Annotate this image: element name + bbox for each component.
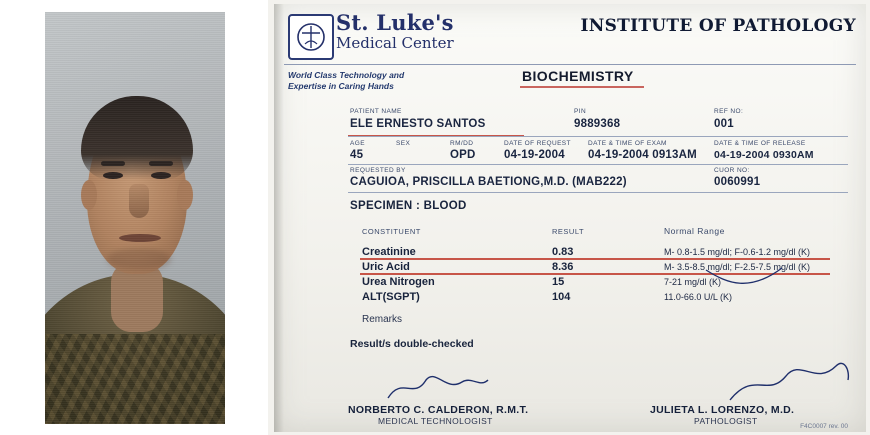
clinic-tagline-line2: Expertise in Caring Hands [288,81,394,92]
st-lukes-logo-icon [288,14,334,60]
row-alt-sgpt-range: 11.0-66.0 U/L (K) [664,292,733,302]
row-creatinine-result: 0.83 [552,246,574,258]
row-uric-acid-range: M- 3.5-8.5 mg/dl; F-2.5-7.5 mg/dl (K) [664,262,811,272]
row-alt-sgpt-result: 104 [552,291,571,303]
portrait-pane [0,0,268,435]
patient-row-divider [348,136,848,137]
photo-ear-left [81,180,97,210]
exam-row-divider [348,164,848,165]
row-uric-acid-result: 8.36 [552,261,574,273]
clinic-tagline-line1: World Class Technology and [288,70,405,80]
specimen-line: SPECIMEN : BLOOD [350,200,467,212]
table-header-normal-range: Normal Range [664,226,725,236]
label-patient-name: PATIENT NAME [350,108,402,115]
label-sex: SEX [396,140,411,147]
photo-nose [129,184,149,218]
label-rmdd: RM/DD [450,140,474,147]
value-rmdd: OPD [450,149,476,161]
signature-pathologist [724,360,854,406]
row-urea-nitrogen-result: 15 [552,276,565,288]
clinic-brand [336,12,454,52]
scan-edge-shadow [274,4,284,432]
value-date-time-of-exam: 04-19-2004 0913AM [588,149,697,161]
label-date-time-of-release: DATE & TIME OF RELEASE [714,140,806,147]
portrait-photo [45,12,225,424]
value-patient-name: ELE ERNESTO SANTOS [350,118,486,130]
institute-title: INSTITUTE OF PATHOLOGY [580,16,856,36]
value-age: 45 [350,149,364,161]
label-requested-by: REQUESTED BY [350,167,406,174]
section-title-red-underline [520,86,644,88]
label-date-of-request: DATE OF REQUEST [504,140,571,147]
photo-chin-shadow [107,248,171,270]
row-uric-acid-constituent: Uric Acid [362,261,410,273]
value-date-of-request: 04-19-2004 [504,149,565,161]
value-requested-by: CAGUIOA, PRISCILLA BAETIONG,M.D. (MAB222) [350,176,627,188]
photo-brow-right [149,161,173,166]
uric-acid-red-line-bottom [360,273,830,275]
table-header-result: RESULT [552,227,585,236]
table-header-constituent: CONSTITUENT [362,227,421,236]
remarks-label: Remarks [362,314,403,325]
label-age: AGE [350,140,365,147]
row-creatinine-constituent: Creatinine [362,246,416,258]
value-ref-no: 001 [714,118,734,130]
signatory-1-name: NORBERTO C. CALDERON, R.M.T. [348,404,529,416]
requested-by-divider [348,192,848,193]
signatory-2-role: PATHOLOGIST [694,416,758,426]
row-alt-sgpt-constituent: ALT(SGPT) [362,291,420,303]
uric-acid-red-line-top [360,258,830,260]
clinic-name-line1: St. Luke's [336,10,454,35]
label-cuor-no: CUOR NO: [714,167,750,174]
label-pin: PIN [574,108,587,115]
row-creatinine-range: M- 0.8-1.5 mg/dl; F-0.6-1.2 mg/dl (K) [664,247,811,257]
signatory-1-role: MEDICAL TECHNOLOGIST [378,416,493,426]
lab-report-scan [268,0,870,435]
signature-medical-technologist [384,370,494,404]
photo-mouth [119,234,161,242]
photo-eye-left [103,172,123,179]
label-date-time-of-exam: DATE & TIME OF EXAM [588,140,667,147]
label-ref-no: REF NO: [714,108,744,115]
photo-eye-right [151,172,171,179]
clinic-name-line2: Medical Center [336,34,454,53]
row-urea-nitrogen-range: 7-21 mg/dl (K) [664,277,722,287]
row-urea-nitrogen-constituent: Urea Nitrogen [362,276,435,288]
clinic-tagline [288,70,404,93]
signatory-2-name: JULIETA L. LORENZO, M.D. [650,404,795,416]
value-pin: 9889368 [574,118,621,130]
photo-ear-right [177,180,193,210]
report-section-title: BIOCHEMISTRY [522,68,634,84]
header-divider [284,64,856,65]
report-paper [274,4,866,432]
photo-brow-left [101,161,125,166]
value-cuor-no: 0060991 [714,176,761,188]
form-footer-code: F4C0007 rev. 00 [800,423,848,430]
value-date-time-of-release: 04-19-2004 0930AM [714,149,814,161]
result-double-checked-note: Result/s double-checked [350,338,474,350]
